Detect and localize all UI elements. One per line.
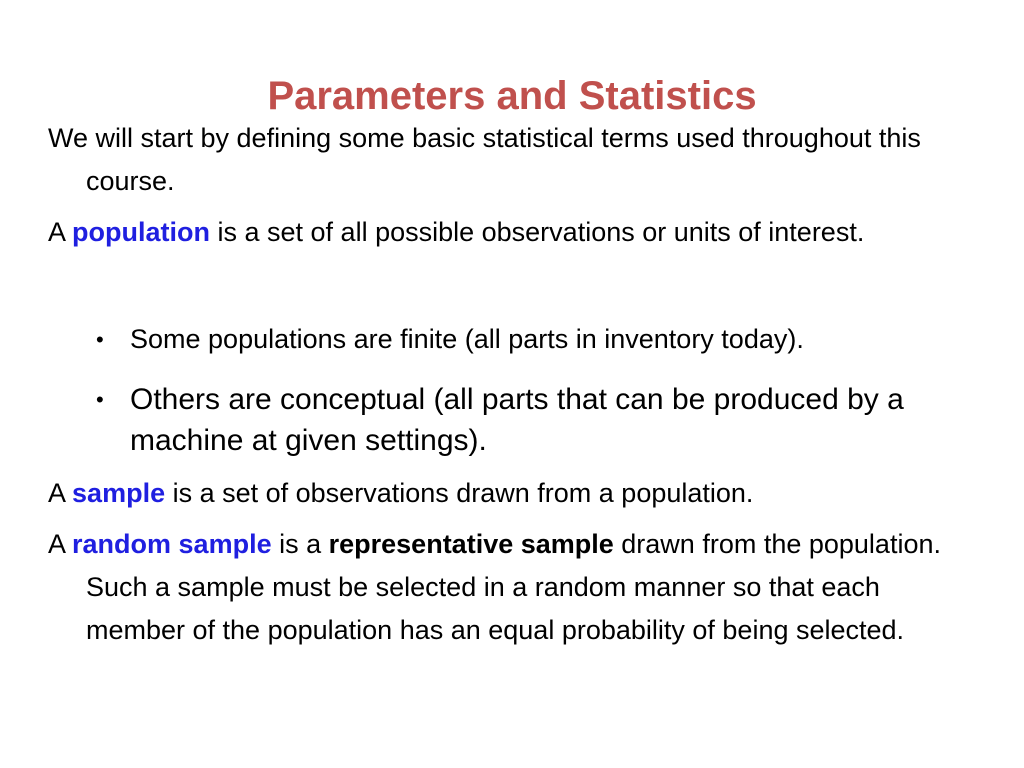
sample-definition: is a set of observations drawn from a population.: [165, 478, 754, 508]
bullet-icon: •: [96, 387, 104, 412]
slide-title: Parameters and Statistics: [267, 74, 757, 118]
bullet-text-finite: Some populations are finite (all parts in inventory today).: [130, 324, 804, 354]
random-sample-definition: drawn from the population. Such a sample must be selected in a random manner so that each member of the population has an equal probability of being selected.: [86, 529, 941, 645]
random-sample-prefix: A: [48, 529, 73, 559]
representative-sample-emphasis: representative sample: [328, 529, 614, 559]
bullet-icon: •: [96, 327, 104, 352]
random-sample-paragraph: [48, 523, 958, 652]
random-sample-middle: is a: [271, 529, 329, 559]
bullet-text-conceptual: Others are conceptual (all parts that can be produced by a machine at given settings).: [130, 383, 904, 457]
population-paragraph: [48, 211, 958, 254]
random-sample-term: random sample: [72, 529, 272, 559]
sample-paragraph: [48, 472, 958, 515]
bullet-conceptual: [96, 379, 986, 461]
sample-term: sample: [72, 478, 166, 508]
sample-prefix: A: [48, 478, 73, 508]
bullet-finite: [96, 318, 986, 361]
population-prefix: A: [48, 217, 73, 247]
population-term: population: [72, 217, 210, 247]
intro-paragraph: We will start by defining some basic statistical terms used throughout this course.: [48, 123, 921, 196]
population-definition: is a set of all possible observations or units of interest.: [210, 217, 865, 247]
